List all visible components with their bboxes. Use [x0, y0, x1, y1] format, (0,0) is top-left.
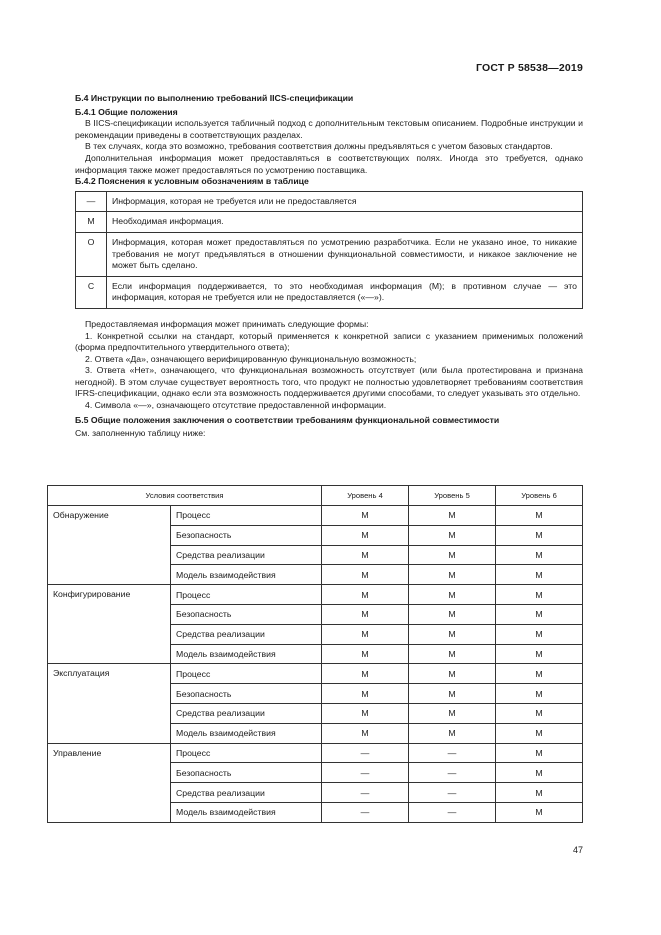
conformance-table-body — [48, 506, 583, 823]
condition-category: Процесс — [171, 585, 322, 605]
level-5-value: — — [409, 783, 496, 803]
level-6-value: М — [496, 525, 583, 545]
condition-category: Модель взаимодействия — [171, 723, 322, 743]
legend-symbol: С — [76, 276, 107, 308]
section-b41-title: Б.4.1 Общие положения — [75, 106, 178, 117]
condition-category: Безопасность — [171, 763, 322, 783]
paragraph: Дополнительная информация может предоставляться в соответствующих полях. Иногда это требуется, однако информация также может предоставляться по усмотрению поставщика. — [75, 152, 583, 175]
legend-text: Необходимая информация. — [107, 212, 583, 233]
level-5-value: М — [409, 723, 496, 743]
table-row — [48, 743, 583, 763]
level-5-value: М — [409, 525, 496, 545]
form-item: 3. Ответа «Нет», означающего, что функциональная возможность отсутствует (или была протестирована и признана негодной). В этом случае существует вероятность того, что продукт не полностью удовлетворяет требованиям соответствия IFRS-спецификации, однако если эта возможность поддерживается другими способами, то следует указывать это отдельно. — [75, 365, 583, 399]
condition-category: Процесс — [171, 506, 322, 526]
page-number: 47 — [572, 845, 583, 855]
condition-category: Средства реализации — [171, 783, 322, 803]
legend-row — [76, 212, 583, 233]
level-6-value: М — [496, 585, 583, 605]
level-4-value: — — [322, 743, 409, 763]
paragraph: В тех случаях, когда это возможно, требования соответствия должны предъявляться с учетом базовых стандартов. — [85, 141, 553, 152]
table-header-row — [48, 486, 583, 506]
condition-category: Процесс — [171, 743, 322, 763]
level-4-value: — — [322, 783, 409, 803]
group-name: Управление — [48, 743, 171, 822]
level-6-value: М — [496, 783, 583, 803]
section-b42-title: Б.4.2 Пояснения к условным обозначениям в таблице — [75, 176, 309, 187]
level-5-value: М — [409, 506, 496, 526]
section-b4-title: Б.4 Инструкции по выполнению требований IICS-спецификации — [75, 93, 354, 103]
condition-category: Средства реализации — [171, 703, 322, 723]
level-5-value: М — [409, 703, 496, 723]
level-4-value: М — [322, 723, 409, 743]
legend-text: Информация, которая может предоставляться по усмотрению разработчика. Если не указано иное, то никакие требования не могут предъявляться в отношении функциональной совместимости, и никакое заключение не может быть сделано. — [107, 232, 583, 276]
condition-category: Безопасность — [171, 684, 322, 704]
level-4-value: М — [322, 684, 409, 704]
level-4-value: — — [322, 802, 409, 822]
page-content — [75, 93, 583, 440]
level-5-value: — — [409, 743, 496, 763]
legend-row — [76, 191, 583, 212]
condition-category: Процесс — [171, 664, 322, 684]
header-conditions: Условия соответствия — [48, 486, 322, 506]
level-6-value: М — [496, 644, 583, 664]
level-4-value: М — [322, 545, 409, 565]
group-name: Обнаружение — [48, 506, 171, 585]
level-4-value: М — [322, 604, 409, 624]
level-4-value: М — [322, 624, 409, 644]
form-item: 1. Конкретной ссылки на стандарт, который применяется к конкретной записи с указанием применимых положений (форма предпочтительного утвердительного ответа); — [75, 330, 583, 353]
table-row — [48, 506, 583, 526]
legend-table — [75, 191, 583, 309]
conformance-table — [47, 485, 583, 823]
condition-category: Модель взаимодействия — [171, 565, 322, 585]
header-level-6: Уровень 6 — [496, 486, 583, 506]
level-4-value: М — [322, 565, 409, 585]
level-4-value: — — [322, 763, 409, 783]
level-5-value: М — [409, 684, 496, 704]
level-5-value: М — [409, 545, 496, 565]
legend-text: Информация, которая не требуется или не предоставляется — [107, 191, 583, 212]
document-id: ГОСТ Р 58538—2019 — [475, 62, 583, 74]
legend-row — [76, 232, 583, 276]
forms-intro: Предоставляемая информация может принимать следующие формы: — [85, 318, 369, 329]
level-5-value: М — [409, 604, 496, 624]
section-b5-title: Б.5 Общие положения заключения о соответствии требованиям функциональной совместимости — [75, 414, 500, 425]
level-5-value: М — [409, 624, 496, 644]
level-6-value: М — [496, 703, 583, 723]
level-5-value: М — [409, 644, 496, 664]
legend-symbol: О — [76, 232, 107, 276]
level-6-value: М — [496, 763, 583, 783]
header-level-4: Уровень 4 — [322, 486, 409, 506]
level-6-value: М — [496, 624, 583, 644]
condition-category: Безопасность — [171, 604, 322, 624]
legend-symbol: — — [76, 191, 107, 212]
header-level-5: Уровень 5 — [409, 486, 496, 506]
group-name: Конфигурирование — [48, 585, 171, 664]
conformance-table-wrap — [47, 480, 583, 823]
level-5-value: М — [409, 664, 496, 684]
level-4-value: М — [322, 703, 409, 723]
legend-row — [76, 276, 583, 308]
level-5-value: М — [409, 565, 496, 585]
condition-category: Средства реализации — [171, 545, 322, 565]
level-5-value: — — [409, 802, 496, 822]
form-item: 2. Ответа «Да», означающего верифицированную функциональную возможность; — [85, 353, 417, 364]
level-5-value: — — [409, 763, 496, 783]
group-name: Эксплуатация — [48, 664, 171, 743]
level-4-value: М — [322, 644, 409, 664]
condition-category: Модель взаимодействия — [171, 644, 322, 664]
condition-category: Модель взаимодействия — [171, 802, 322, 822]
condition-category: Средства реализации — [171, 624, 322, 644]
level-6-value: М — [496, 743, 583, 763]
level-6-value: М — [496, 723, 583, 743]
level-4-value: М — [322, 525, 409, 545]
level-6-value: М — [496, 506, 583, 526]
level-6-value: М — [496, 684, 583, 704]
legend-symbol: М — [76, 212, 107, 233]
level-6-value: М — [496, 664, 583, 684]
condition-category: Безопасность — [171, 525, 322, 545]
level-4-value: М — [322, 506, 409, 526]
table-row — [48, 664, 583, 684]
level-6-value: М — [496, 545, 583, 565]
level-4-value: М — [322, 664, 409, 684]
form-item: 4. Символа «—», означающего отсутствие предоставленной информации. — [85, 400, 387, 411]
level-6-value: М — [496, 565, 583, 585]
level-4-value: М — [322, 585, 409, 605]
table-caption: См. заполненную таблицу ниже: — [75, 428, 206, 439]
level-6-value: М — [496, 604, 583, 624]
level-5-value: М — [409, 585, 496, 605]
table-row — [48, 585, 583, 605]
level-6-value: М — [496, 802, 583, 822]
paragraph: В IICS-спецификации используется табличный подход с дополнительным текстовым описанием. Подробные инструкции и рекомендации приведены в соответствующих разделах. — [75, 118, 583, 140]
legend-text: Если информация поддерживается, то это необходимая информация (М); в противном случае — это информация, которая не требуется или не предоставляется («—»). — [107, 276, 583, 308]
